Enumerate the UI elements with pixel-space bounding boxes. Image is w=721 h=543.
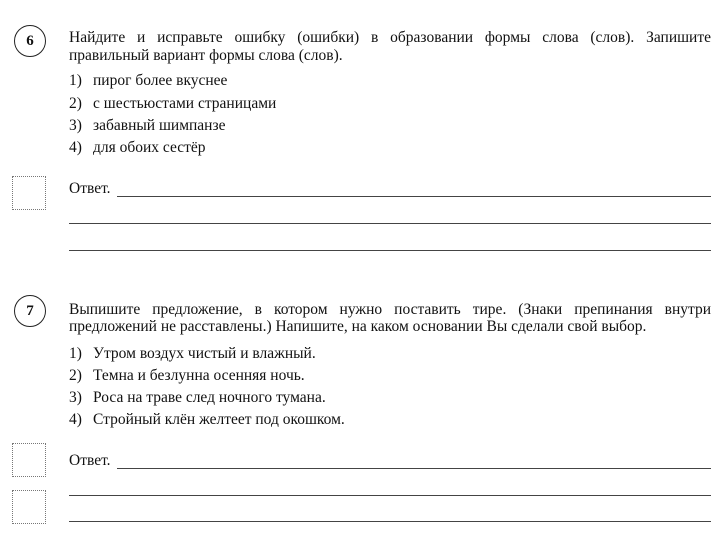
task-prompt-line: Выпишите предложение, в котором нужно поставить тире. (Знаки препинания внутри [69,301,711,318]
option-item [69,117,225,135]
answer-line[interactable] [69,521,711,522]
option-text: забавный шимпанзе [93,117,226,134]
score-box[interactable] [12,176,46,210]
option-number: 4) [69,139,82,156]
option-text: пирог более вкуснее [93,72,228,89]
option-text: Утром воздух чистый и влажный. [93,345,316,362]
option-number: 4) [69,411,82,428]
option-number: 3) [69,389,82,406]
option-number: 1) [69,72,82,89]
task-number-badge: 6 [14,25,46,57]
task-prompt-line: предложений не расставлены.) Напишите, на каком основании Вы сделали свой выбор. [69,318,647,335]
option-item [69,95,276,113]
task-prompt-line: правильный вариант формы слова (слов). [69,47,343,64]
option-number: 1) [69,345,82,362]
option-item [69,345,316,363]
answer-label: Ответ. [69,452,111,469]
answer-line[interactable] [69,495,711,496]
option-number: 2) [69,95,82,112]
answer-line[interactable] [69,250,711,251]
answer-label: Ответ. [69,180,111,197]
option-text: для обоих сестёр [93,139,206,156]
option-item [69,411,345,429]
task-number-badge: 7 [14,295,46,327]
option-text: с шестьюстами страницами [93,95,277,112]
answer-line[interactable] [117,468,711,469]
score-box[interactable] [12,490,46,524]
option-item [69,367,305,385]
option-item [69,72,227,90]
option-item [69,389,326,407]
option-text: Темна и безлунна осенняя ночь. [93,367,305,384]
option-number: 2) [69,367,82,384]
task-prompt-line: Найдите и исправьте ошибку (ошибки) в образовании формы слова (слов). Запишите [69,29,711,46]
answer-line[interactable] [69,223,711,224]
option-text: Роса на траве след ночного тумана. [93,389,326,406]
option-item [69,139,206,157]
option-text: Стройный клён желтеет под окошком. [93,411,345,428]
option-number: 3) [69,117,82,134]
score-box[interactable] [12,443,46,477]
answer-line[interactable] [117,196,711,197]
